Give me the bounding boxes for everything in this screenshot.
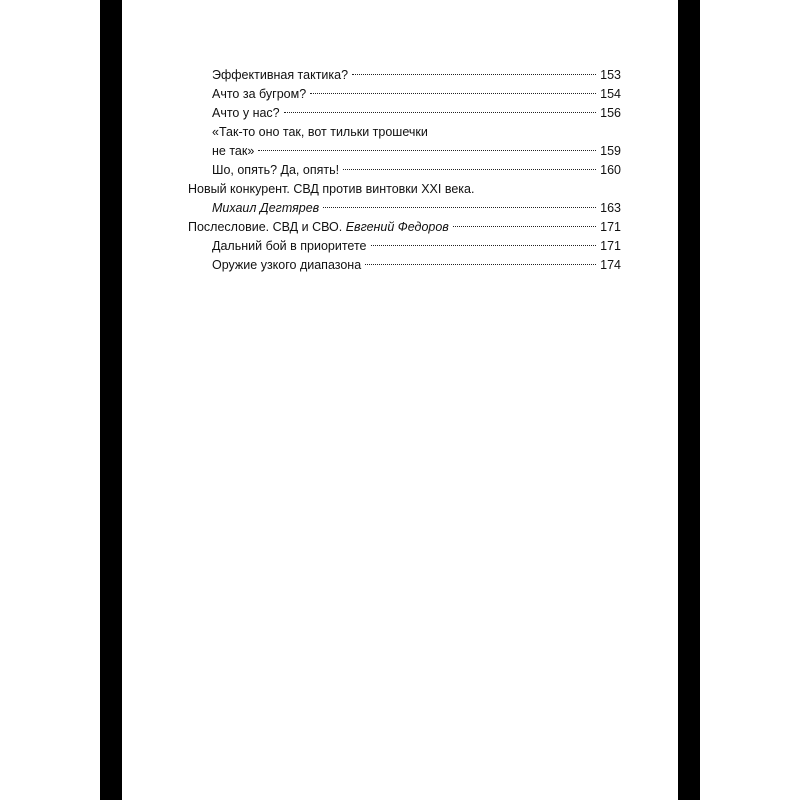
toc-entry-title: Шо, опять? Да, опять! bbox=[212, 161, 339, 180]
dot-leader bbox=[365, 264, 596, 265]
toc-entry bbox=[212, 142, 621, 161]
dot-leader bbox=[284, 112, 597, 113]
toc-entry-page: 156 bbox=[600, 104, 621, 123]
dot-leader bbox=[323, 207, 596, 208]
toc-entry-page: 160 bbox=[600, 161, 621, 180]
toc-entry-page: 171 bbox=[600, 218, 621, 237]
toc-entry-title: Дальний бой в приоритете bbox=[212, 237, 367, 256]
toc-entry-title-continued: не так» bbox=[212, 142, 254, 161]
toc-entry-title: Ачто за бугром? bbox=[212, 85, 306, 104]
toc-entry bbox=[212, 66, 621, 85]
toc-entry-page: 163 bbox=[600, 199, 621, 218]
dot-leader bbox=[352, 74, 596, 75]
toc-entry-page: 153 bbox=[600, 66, 621, 85]
toc-entry bbox=[212, 161, 621, 180]
toc-entry bbox=[212, 256, 621, 275]
toc-chapter-title: Новый конкурент. СВД против винтовки XXI века. bbox=[188, 182, 475, 196]
dot-leader bbox=[343, 169, 596, 170]
toc-entry-title: Эффективная тактика? bbox=[212, 66, 348, 85]
toc-entry-title: Оружие узкого диапазона bbox=[212, 256, 361, 275]
toc-entry-title: «Так-то оно так, вот тильки трошечки bbox=[212, 125, 428, 139]
toc-chapter-title: Послесловие. СВД и СВО. bbox=[188, 220, 343, 234]
toc-entry-line1 bbox=[212, 123, 621, 142]
toc-entry-title: Ачто у нас? bbox=[212, 104, 280, 123]
toc-entry-author: Михаил Дегтярев bbox=[212, 199, 319, 218]
right-border-bar bbox=[678, 0, 700, 800]
left-border-bar bbox=[100, 0, 122, 800]
toc-entry bbox=[212, 199, 621, 218]
table-of-contents bbox=[188, 66, 621, 275]
toc-entry-page: 174 bbox=[600, 256, 621, 275]
dot-leader bbox=[453, 226, 596, 227]
toc-chapter-heading bbox=[188, 218, 449, 237]
toc-entry-author: Евгений Федоров bbox=[345, 220, 449, 234]
toc-chapter-line1 bbox=[188, 180, 621, 199]
dot-leader bbox=[258, 150, 596, 151]
toc-entry bbox=[212, 237, 621, 256]
toc-entry-page: 154 bbox=[600, 85, 621, 104]
toc-entry-page: 171 bbox=[600, 237, 621, 256]
dot-leader bbox=[371, 245, 597, 246]
toc-chapter bbox=[188, 218, 621, 237]
toc-entry bbox=[212, 85, 621, 104]
toc-entry bbox=[212, 104, 621, 123]
toc-entry-page: 159 bbox=[600, 142, 621, 161]
dot-leader bbox=[310, 93, 596, 94]
